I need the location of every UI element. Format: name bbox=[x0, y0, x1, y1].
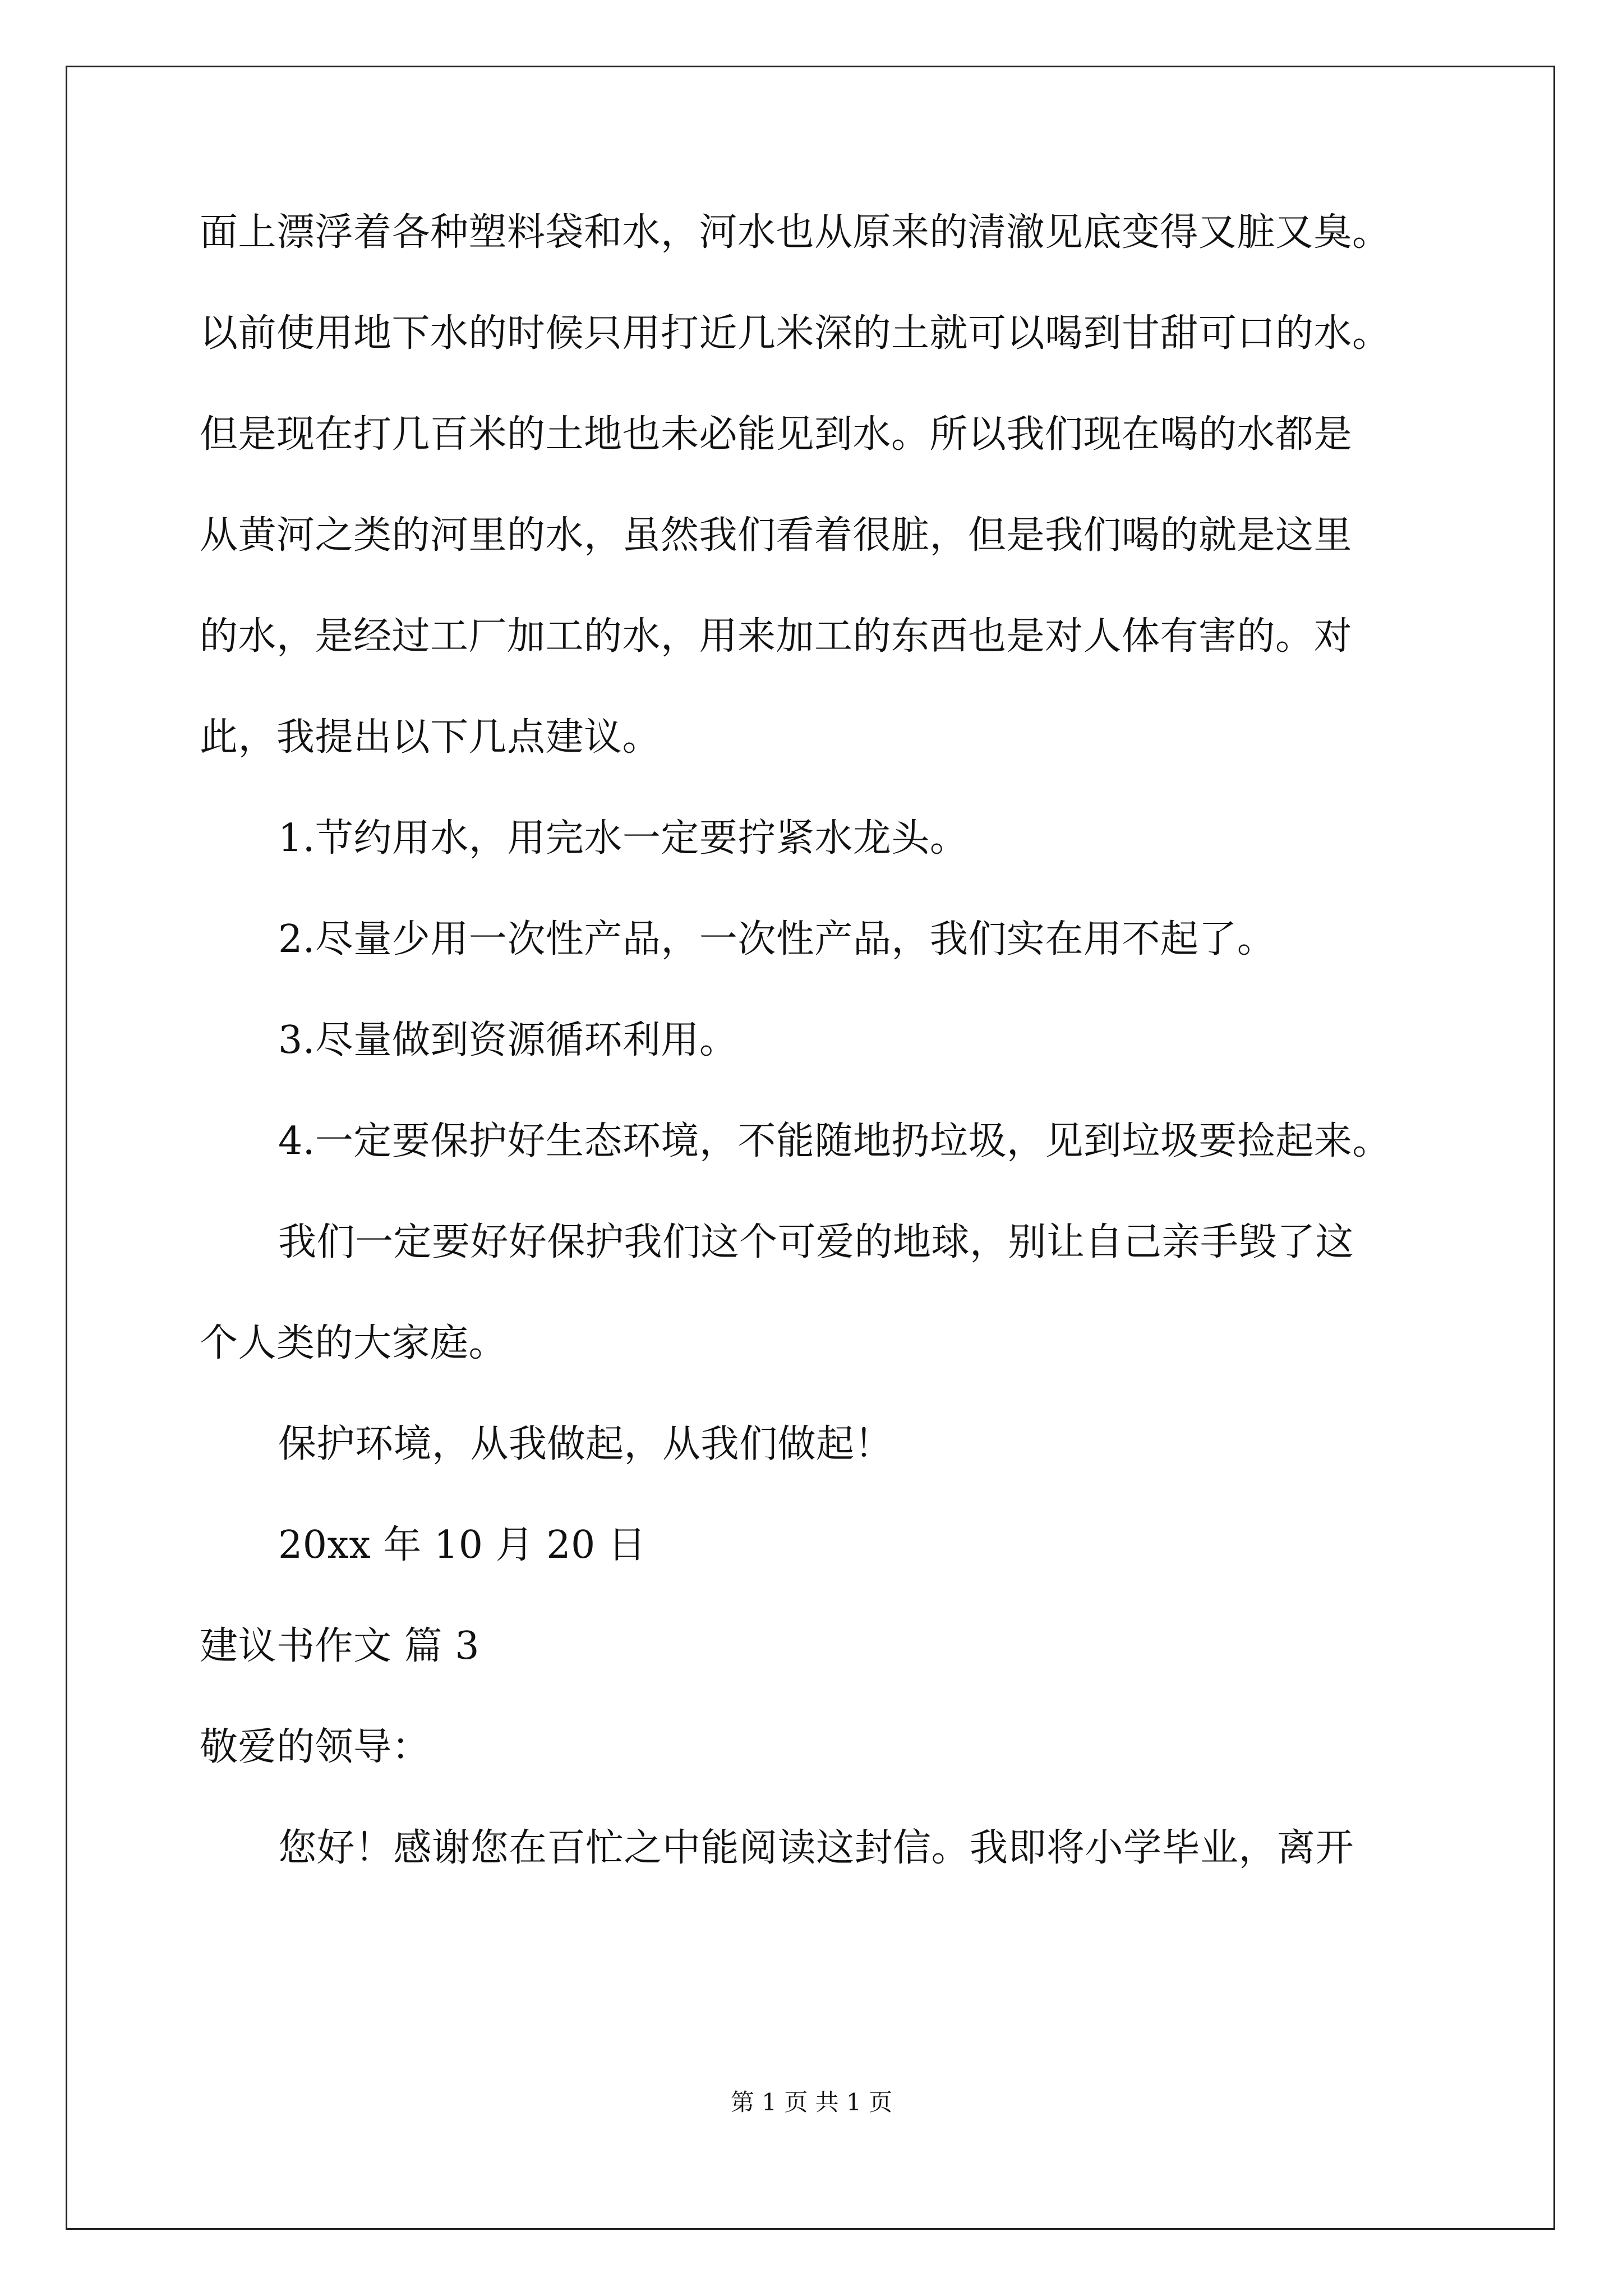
body-line: 以前使用地下水的时候只用打近几米深的土就可以喝到甘甜可口的水。 bbox=[200, 311, 1391, 356]
date-line: 20xx 年 10 月 20 日 bbox=[278, 1523, 647, 1567]
salutation: 敬爱的领导： bbox=[200, 1725, 431, 1769]
suggestion-item-4: 4.一定要保护好生态环境，不能随地扔垃圾，见到垃圾要捡起来。 bbox=[278, 1119, 1391, 1163]
body-line: 但是现在打几百米的土地也未必能见到水。所以我们现在喝的水都是 bbox=[200, 412, 1353, 457]
body-line: 我们一定要好好保护我们这个可爱的地球，别让自己亲手毁了这 bbox=[278, 1220, 1354, 1264]
suggestion-item-2: 2.尽量少用一次性产品，一次性产品，我们实在用不起了。 bbox=[278, 917, 1276, 961]
body-line: 从黄河之类的河里的水，虽然我们看着很脏，但是我们喝的就是这里 bbox=[200, 513, 1353, 558]
section-heading: 建议书作文 篇 3 bbox=[200, 1624, 479, 1668]
slogan-line: 保护环境，从我做起，从我们做起！ bbox=[278, 1422, 893, 1466]
suggestion-item-3: 3.尽量做到资源循环利用。 bbox=[278, 1018, 738, 1062]
body-line: 个人类的大家庭。 bbox=[200, 1321, 508, 1365]
body-line: 您好！感谢您在百忙之中能阅读这封信。我即将小学毕业，离开 bbox=[278, 1826, 1354, 1870]
body-line: 面上漂浮着各种塑料袋和水，河水也从原来的清澈见底变得又脏又臭。 bbox=[200, 210, 1391, 255]
body-line: 此，我提出以下几点建议。 bbox=[200, 715, 661, 760]
suggestion-item-1: 1.节约用水，用完水一定要拧紧水龙头。 bbox=[278, 816, 969, 861]
body-line: 的水，是经过工厂加工的水，用来加工的东西也是对人体有害的。对 bbox=[200, 614, 1353, 659]
page-footer: 第 1 页 共 1 页 bbox=[730, 2088, 893, 2116]
